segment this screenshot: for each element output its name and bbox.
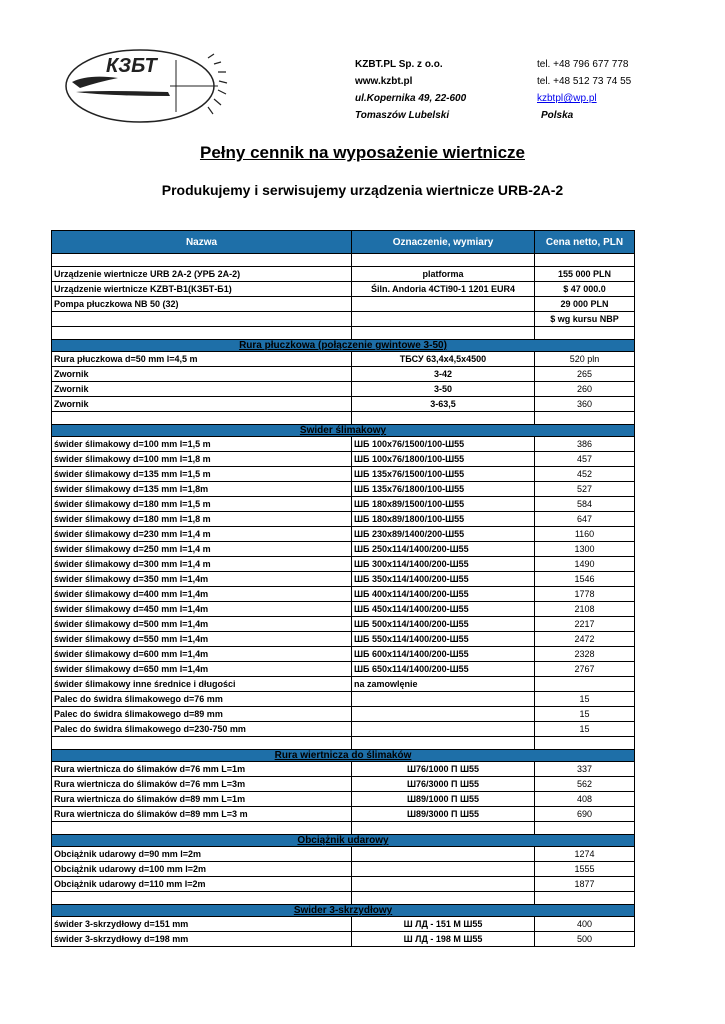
item-name: Obciążnik udarowy d=90 mm l=2m [52, 847, 352, 862]
item-name: świder ślimakowy d=400 mm l=1,4m [52, 587, 352, 602]
empty-cell [535, 254, 635, 267]
column-header-code: Oznaczenie, wymiary [352, 231, 535, 254]
item-code [352, 707, 535, 722]
empty-cell [535, 327, 635, 340]
empty-cell [535, 822, 635, 835]
table-row [52, 352, 635, 367]
item-name: świder ślimakowy d=230 mm l=1,4 m [52, 527, 352, 542]
item-name: Zwornik [52, 397, 352, 412]
item-price: 500 [535, 932, 635, 947]
item-price: 1274 [535, 847, 635, 862]
item-name: Obciążnik udarowy d=100 mm l=2m [52, 862, 352, 877]
item-code: Ш89/3000 П Ш55 [352, 807, 535, 822]
item-price: 1778 [535, 587, 635, 602]
item-code [352, 312, 535, 327]
item-price: 1490 [535, 557, 635, 572]
item-price: 386 [535, 437, 635, 452]
item-name: Palec do świdra ślimakowego d=230-750 mm [52, 722, 352, 737]
item-name: Zwornik [52, 367, 352, 382]
column-header-name: Nazwa [52, 231, 352, 254]
item-code: 3-63,5 [352, 397, 535, 412]
item-price: 337 [535, 762, 635, 777]
item-price: 584 [535, 497, 635, 512]
item-code: ШБ 550x114/1400/200-Ш55 [352, 632, 535, 647]
item-name: świder ślimakowy d=100 mm l=1,5 m [52, 437, 352, 452]
item-name: świder ślimakowy inne średnice i długości [52, 677, 352, 692]
contact-info [537, 56, 631, 124]
item-name: świder 3-skrzydłowy d=198 mm [52, 932, 352, 947]
item-code: platforma [352, 267, 535, 282]
table-row [52, 862, 635, 877]
table-row [52, 397, 635, 412]
item-code: na zamowlęnie [352, 677, 535, 692]
table-row [52, 482, 635, 497]
item-price: 15 [535, 722, 635, 737]
item-code: ШБ 650x114/1400/200-Ш55 [352, 662, 535, 677]
table-row [52, 497, 635, 512]
table-row [52, 847, 635, 862]
table-row [52, 312, 635, 327]
table-row [52, 617, 635, 632]
empty-cell [352, 254, 535, 267]
page-subtitle: Produkujemy i serwisujemy urządzenia wiertnicze URB-2A-2 [161, 182, 564, 198]
section-header-row [52, 905, 635, 917]
item-code [352, 862, 535, 877]
section-title: Obciążnik udarowy [52, 835, 635, 847]
item-code: Śiln. Andoria 4CTi90-1 1201 EUR4 [352, 282, 535, 297]
blank-row [52, 822, 635, 835]
item-price: 15 [535, 692, 635, 707]
item-price: 1877 [535, 877, 635, 892]
empty-cell [52, 412, 352, 425]
phone-1: tel. +48 796 677 778 [537, 59, 629, 70]
item-name: świder ślimakowy d=180 mm l=1,8 m [52, 512, 352, 527]
table-row [52, 467, 635, 482]
item-price: 155 000 PLN [535, 267, 635, 282]
table-row [52, 877, 635, 892]
item-price: $ wg kursu NBP [535, 312, 635, 327]
item-code: ШБ 100x76/1800/100-Ш55 [352, 452, 535, 467]
item-name: świder ślimakowy d=300 mm l=1,4 m [52, 557, 352, 572]
item-price: 1555 [535, 862, 635, 877]
phone-2: tel. +48 512 73 74 55 [537, 76, 632, 87]
item-code: Ш89/1000 П Ш55 [352, 792, 535, 807]
item-name: świder ślimakowy d=100 mm l=1,8 m [52, 452, 352, 467]
table-row [52, 632, 635, 647]
table-row [52, 917, 635, 932]
item-name: Palec do świdra ślimakowego d=76 mm [52, 692, 352, 707]
item-name: świder ślimakowy d=350 mm l=1,4m [52, 572, 352, 587]
company-address: ul.Kopernika 49, 22-600 [355, 93, 467, 104]
item-code: ШБ 500x114/1400/200-Ш55 [352, 617, 535, 632]
table-header [52, 231, 635, 254]
blank-row [52, 327, 635, 340]
table-row [52, 367, 635, 382]
item-name: świder ślimakowy d=450 mm l=1,4m [52, 602, 352, 617]
item-name: Zwornik [52, 382, 352, 397]
item-price [535, 677, 635, 692]
table-row [52, 557, 635, 572]
item-name: świder ślimakowy d=180 mm l=1,5 m [52, 497, 352, 512]
table-row [52, 282, 635, 297]
item-price: 400 [535, 917, 635, 932]
section-title: Świder 3-skrzydłowy [52, 905, 635, 917]
section-title: Rura wiertnicza do ślimaków [52, 750, 635, 762]
empty-cell [52, 737, 352, 750]
item-name: Palec do świdra ślimakowego d=89 mm [52, 707, 352, 722]
item-price: 2328 [535, 647, 635, 662]
table-row [52, 512, 635, 527]
table-row [52, 437, 635, 452]
item-code: ТБСУ 63,4x4,5x4500 [352, 352, 535, 367]
section-header-row [52, 340, 635, 352]
table-row [52, 382, 635, 397]
item-code: 3-42 [352, 367, 535, 382]
empty-cell [352, 327, 535, 340]
item-price: 1546 [535, 572, 635, 587]
item-code: ШБ 350x114/1400/200-Ш55 [352, 572, 535, 587]
item-code [352, 877, 535, 892]
item-price: 408 [535, 792, 635, 807]
item-price: 690 [535, 807, 635, 822]
empty-cell [352, 412, 535, 425]
empty-cell [52, 892, 352, 905]
table-row [52, 602, 635, 617]
company-city: Tomaszów Lubelski [355, 110, 450, 121]
country: Polska [541, 110, 574, 121]
item-price: 457 [535, 452, 635, 467]
table-row [52, 722, 635, 737]
empty-cell [352, 822, 535, 835]
item-name: Pompa płuczkowa NB 50 (32) [52, 297, 352, 312]
item-code: ШБ 450x114/1400/200-Ш55 [352, 602, 535, 617]
item-price: 562 [535, 777, 635, 792]
price-table [51, 230, 635, 947]
item-price: 29 000 PLN [535, 297, 635, 312]
item-code [352, 297, 535, 312]
item-code: ШБ 180x89/1500/100-Ш55 [352, 497, 535, 512]
item-name: Obciążnik udarowy d=110 mm l=2m [52, 877, 352, 892]
table-row [52, 692, 635, 707]
table-row [52, 707, 635, 722]
empty-cell [52, 822, 352, 835]
item-code [352, 847, 535, 862]
item-name: świder ślimakowy d=135 mm l=1,8m [52, 482, 352, 497]
item-name: Rura wiertnicza do ślimaków d=89 mm L=1m [52, 792, 352, 807]
item-name: świder ślimakowy d=500 mm l=1,4m [52, 617, 352, 632]
item-price: 520 pln [535, 352, 635, 367]
empty-cell [535, 737, 635, 750]
item-code: Ш ЛД - 198 М Ш55 [352, 932, 535, 947]
item-code: ШБ 400x114/1400/200-Ш55 [352, 587, 535, 602]
section-header-row [52, 425, 635, 437]
item-price: 2217 [535, 617, 635, 632]
item-name: Rura płuczkowa d=50 mm l=4,5 m [52, 352, 352, 367]
item-name: Rura wiertnicza do ślimaków d=76 mm L=3m [52, 777, 352, 792]
item-price: 15 [535, 707, 635, 722]
empty-cell [535, 412, 635, 425]
table-row [52, 542, 635, 557]
section-title: Rura płuczkowa (połączenie gwintowe 3-50) [52, 340, 635, 352]
item-code [352, 692, 535, 707]
table-row [52, 587, 635, 602]
item-price: 265 [535, 367, 635, 382]
svg-text:КЗБТ: КЗБТ [106, 55, 157, 77]
column-header-price: Cena netto, PLN [535, 231, 635, 254]
item-name: świder ślimakowy d=650 mm l=1,4m [52, 662, 352, 677]
item-code: 3-50 [352, 382, 535, 397]
item-price: 647 [535, 512, 635, 527]
item-name: Urządzenie wiertnicze KZBT-B1(КЗБТ-Б1) [52, 282, 352, 297]
item-price: 527 [535, 482, 635, 497]
table-row [52, 527, 635, 542]
item-name: świder 3-skrzydłowy d=151 mm [52, 917, 352, 932]
company-info [355, 56, 466, 124]
table-row [52, 297, 635, 312]
item-code: ШБ 100x76/1500/100-Ш55 [352, 437, 535, 452]
email-link[interactable]: kzbtpl@wp.pl [537, 93, 597, 104]
item-code: ШБ 135x76/1800/100-Ш55 [352, 482, 535, 497]
empty-cell [535, 892, 635, 905]
item-name: świder ślimakowy d=250 mm l=1,4 m [52, 542, 352, 557]
item-code: Ш76/3000 П Ш55 [352, 777, 535, 792]
item-code: Ш76/1000 П Ш55 [352, 762, 535, 777]
item-price: 2767 [535, 662, 635, 677]
blank-row [52, 254, 635, 267]
item-price: 452 [535, 467, 635, 482]
item-code: ШБ 135x76/1500/100-Ш55 [352, 467, 535, 482]
item-name: Urządzenie wiertnicze URB 2A-2 (УРБ 2А-2) [52, 267, 352, 282]
section-header-row [52, 750, 635, 762]
table-row [52, 792, 635, 807]
item-code: ШБ 230x89/1400/200-Ш55 [352, 527, 535, 542]
item-name: Rura wiertnicza do ślimaków d=76 mm L=1m [52, 762, 352, 777]
empty-cell [52, 254, 352, 267]
blank-row [52, 892, 635, 905]
item-price: $ 47 000.0 [535, 282, 635, 297]
table-row [52, 932, 635, 947]
item-name: Rura wiertnicza do ślimaków d=89 mm L=3 m [52, 807, 352, 822]
item-price: 360 [535, 397, 635, 412]
company-name: KZBT.PL Sp. z o.o. [355, 59, 443, 70]
item-price: 260 [535, 382, 635, 397]
table-row [52, 777, 635, 792]
page-title: Pełny cennik na wyposażenie wiertnicze [199, 143, 525, 162]
item-code: ШБ 300x114/1400/200-Ш55 [352, 557, 535, 572]
company-logo [58, 38, 228, 138]
item-price: 1300 [535, 542, 635, 557]
empty-cell [352, 892, 535, 905]
table-row [52, 647, 635, 662]
table-row [52, 807, 635, 822]
item-code: Ш ЛД - 151 М Ш55 [352, 917, 535, 932]
empty-cell [52, 327, 352, 340]
item-price: 1160 [535, 527, 635, 542]
table-row [52, 267, 635, 282]
item-name [52, 312, 352, 327]
item-name: świder ślimakowy d=135 mm l=1,5 m [52, 467, 352, 482]
company-website[interactable]: www.kzbt.pl [355, 76, 413, 87]
item-code: ШБ 180x89/1800/100-Ш55 [352, 512, 535, 527]
blank-row [52, 412, 635, 425]
item-name: świder ślimakowy d=600 mm l=1,4m [52, 647, 352, 662]
table-row [52, 662, 635, 677]
table-row [52, 677, 635, 692]
item-price: 2108 [535, 602, 635, 617]
item-code: ШБ 600x114/1400/200-Ш55 [352, 647, 535, 662]
table-row [52, 572, 635, 587]
item-price: 2472 [535, 632, 635, 647]
blank-row [52, 737, 635, 750]
item-code: ШБ 250x114/1400/200-Ш55 [352, 542, 535, 557]
table-row [52, 762, 635, 777]
section-title: Świder ślimakowy [52, 425, 635, 437]
table-row [52, 452, 635, 467]
section-header-row [52, 835, 635, 847]
item-code [352, 722, 535, 737]
empty-cell [352, 737, 535, 750]
item-name: świder ślimakowy d=550 mm l=1,4m [52, 632, 352, 647]
